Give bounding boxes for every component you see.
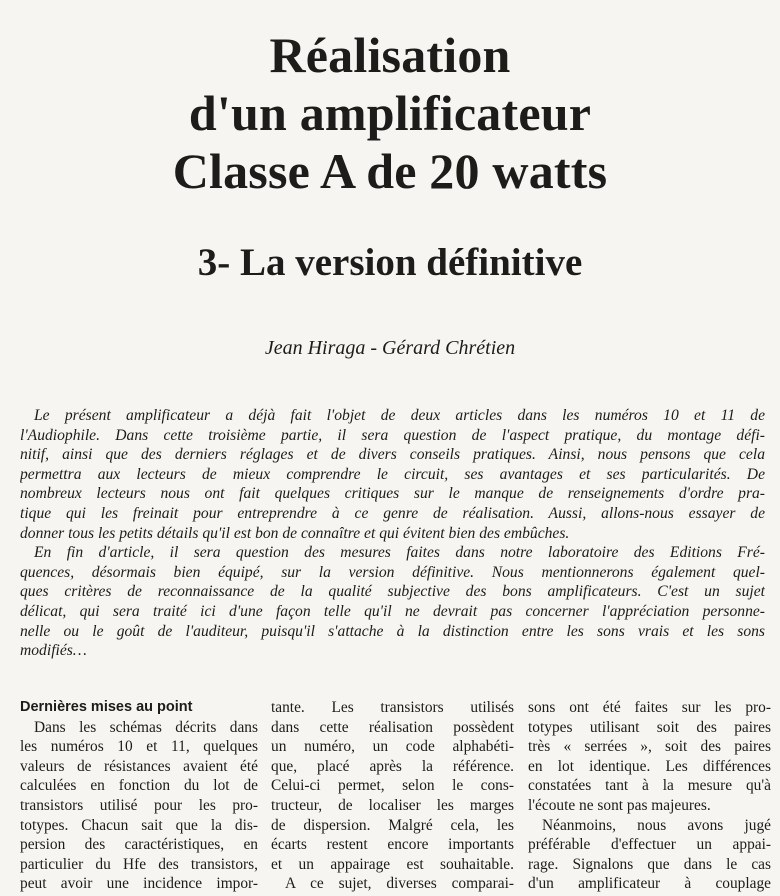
intro-line: tique qui les freinait pour entreprendre à ce genre de réalisation. Aussi, allons-nous essayer de [20, 504, 765, 522]
intro-line: permettra aux lecteurs de mieux comprendre le circuit, ses avantages et ses particularités. De [20, 465, 765, 483]
body-line: totypes. Chacun sait que la dis- [20, 816, 258, 834]
body-column-3 [528, 698, 771, 894]
body-line: calculées en fonction du lot de [20, 777, 258, 795]
article-title [0, 26, 780, 200]
article-authors: Jean Hiraga - Gérard Chrétien [264, 337, 516, 359]
body-line: que, placé après la référence. [271, 757, 514, 775]
body-column-2 [271, 698, 514, 894]
body-line: persion des caractéristiques, en [20, 836, 258, 854]
intro-line: En fin d'article, il sera question des mesures faites dans notre laboratoire des Editions Fré- [34, 544, 765, 562]
body-column-1 [20, 698, 258, 894]
title-line: Réalisation [269, 27, 511, 83]
intro-line: donner tous les petits détails qu'il est bon de connaître et qui évitent bien des embûches. [20, 524, 570, 542]
body-line: sons ont été faites sur les pro- [528, 699, 771, 716]
body-line: constatées tant à la mesure qu'à [528, 777, 771, 795]
body-line: écarts restent encore importants [271, 836, 514, 854]
body-line: rage. Signalons que dans le cas [528, 855, 771, 873]
body-line: en lot identique. Les différences [528, 757, 771, 775]
body-line: particulier du Hfe des transistors, [20, 855, 258, 873]
section-heading: Dernières mises au point [20, 699, 193, 715]
body-line: très « serrées », soit des paires [528, 738, 771, 756]
body-line: peut avoir une incidence impor- [20, 875, 258, 893]
body-line: transistors utilisé pour les pro- [20, 796, 258, 814]
body-line: et un appairage est souhaitable. [271, 855, 514, 873]
intro-line: quences, désormais bien équipé, sur la version définitive. Nous mentionnerons également quel- [20, 563, 765, 581]
intro-line: modifiés… [20, 642, 87, 660]
body-line: l'écoute ne sont pas majeures. [528, 796, 711, 814]
body-line: Néanmoins, nous avons jugé [542, 816, 771, 834]
intro-line: nitif, ainsi que des derniers réglages et de divers conseils pratiques. Ainsi, nous pensons que cela [20, 446, 765, 464]
intro-line: l'Audiophile. Dans cette troisième partie, il sera question de l'aspect pratique, du montage défi- [20, 426, 765, 444]
body-line: dans cette réalisation possèdent [271, 718, 514, 736]
intro-paragraph [20, 406, 765, 661]
body-line: tante. Les transistors utilisés [271, 699, 514, 716]
intro-line: nombreux lecteurs nous ont fait quelques critiques sur le manque de renseignements d'ordre pra- [20, 485, 765, 503]
body-line: Celui-ci permet, selon le cons- [271, 777, 514, 795]
body-line: les numéros 10 et 11, quelques [20, 738, 258, 756]
article-subtitle: 3- La version définitive [197, 241, 583, 284]
body-line: Dans les schémas décrits dans [34, 718, 258, 736]
body-line: A ce sujet, diverses comparai- [285, 875, 514, 893]
body-line: tructeur, de localiser les marges [271, 796, 514, 814]
body-line: totypes utilisant soit des paires [528, 718, 771, 736]
title-line: Classe A de 20 watts [172, 143, 608, 199]
intro-line: ques critères de reconnaissance de la qualité subjective des bons amplificateurs. C'est un sujet [20, 583, 765, 601]
intro-line: nelle ou le goût de l'auditeur, puisqu'il s'attache à la distinction entre les sons vrais et les sons [20, 622, 765, 640]
body-line: d'un amplificateur à couplage [528, 875, 771, 893]
intro-line: Le présent amplificateur a déjà fait l'objet de deux articles dans les numéros 10 et 11 de [34, 407, 765, 424]
body-line: préférable d'effectuer un appai- [528, 836, 771, 854]
title-line: d'un amplificateur [188, 85, 592, 141]
body-line: de dispersion. Malgré cela, les [271, 816, 514, 834]
body-line: un numéro, un code alphabéti- [271, 738, 514, 756]
body-line: valeurs de résistances avaient été [20, 757, 258, 775]
intro-line: délicat, qui sera traité ici d'une façon telle qu'il ne devrait pas concerner l'appréciation personne- [20, 602, 765, 620]
